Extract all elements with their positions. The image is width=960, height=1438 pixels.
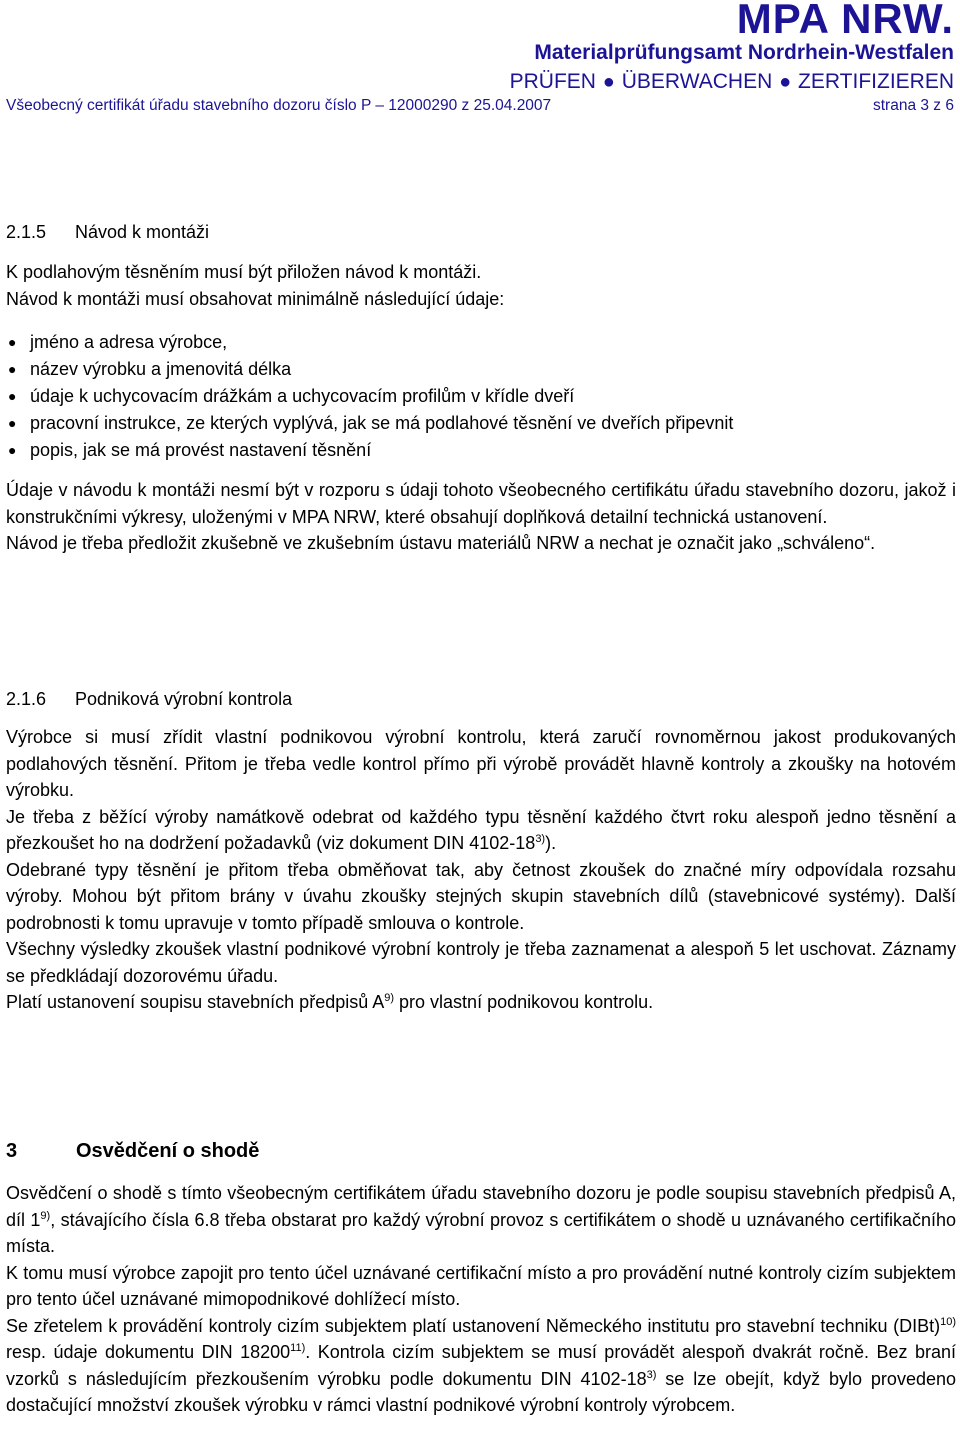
bullet-icon: ● (8, 415, 17, 431)
footnote-ref: 11) (290, 1342, 306, 1354)
footnote-ref: 3) (535, 833, 546, 845)
section-heading-2-1-5 (6, 219, 209, 245)
section-number: 2.1.5 (6, 222, 47, 242)
section-heading-3 (6, 1138, 259, 1164)
section-heading-2-1-6 (6, 686, 292, 712)
section-3-body (6, 1180, 956, 1419)
section-2-1-6-body (6, 724, 956, 1016)
bullet-icon: ● (8, 334, 17, 350)
list-item: ● název výrobku a jmenovitá délka (6, 356, 956, 383)
bullet-separator-icon: ● (602, 71, 615, 93)
bullet-icon: ● (8, 388, 17, 404)
list-item: ● údaje k uchycovacím drážkám a uchycovacím profilům v křídle dveří (6, 383, 956, 410)
paragraph: Všechny výsledky zkoušek vlastní podnikové výrobní kontroly je třeba zaznamenat a alespoň 5 let uschovat. Záznamy se předkládají dozorovému úřadu. (6, 939, 956, 986)
footnote-ref: 9) (384, 992, 395, 1004)
header-reference-line (6, 96, 954, 116)
paragraph: Se zřetelem k provádění kontroly cizím subjektem platí ustanovení Německého institutu pro stavební techniku (DIBt)$^{10)}$ resp. údaje dokumentu DIN 18200$^{11)}$. Kontrola cizím subjektem se musí provádět alespoň dvakrát ročně. Bez braní vzorků s následujícím přezkoušením výrobku podle dokumentu DIN 4102-18$^{3)}$ se lze obejít, když bylo provedeno dostačující množství zkoušek výrobku v rámci vlastní podnikové výrobní kontroly výrobcem. (6, 1315, 956, 1415)
section-title: Osvědčení o shodě (76, 1140, 260, 1162)
footnote-ref: 10) (940, 1315, 956, 1328)
section-2-1-5-intro (6, 259, 956, 312)
paragraph: Údaje v návodu k montáži nesmí být v rozporu s údaji tohoto všeobecného certifikátu úřadu stavebního dozoru, jakož i konstrukčními výkresy, uloženými v MPA NRW, které obsahují doplňková detailní technická ustanovení. (6, 480, 956, 527)
motto-item: ÜBERWACHEN (621, 70, 773, 93)
bullet-icon: ● (8, 361, 17, 377)
list-item: ● popis, jak se má provést nastavení těsnění (6, 437, 956, 464)
paragraph: Odebrané typy těsnění je přitom třeba obměňovat tak, aby četnost zkoušek do značné míry odpovídala rozsahu výroby. Mohou být přitom brány v úvahu zkoušky stejných skupin stavebních dílů (stavebnicové systémy). Další podrobnosti k tomu upravuje v tomto případě smlouva o kontrole. (6, 859, 956, 933)
page-number: strana 3 z 6 (873, 97, 954, 114)
paragraph: Návod k montáži musí obsahovat minimálně následující údaje: (6, 288, 505, 309)
paragraph: K podlahovým těsněním musí být přiložen návod k montáži. (6, 262, 482, 282)
bullet-icon: ● (8, 442, 17, 458)
organization-motto (0, 69, 954, 95)
paragraph: Výrobce si musí zřídit vlastní podnikovou výrobní kontrolu, která zaručí rovnoměrnou jakost produkovaných podlahových těsnění. Přitom je třeba vedle kontrol přímo při výrobě provádět hlavně kontroly a zkoušky na hotovém výrobku. (6, 727, 956, 800)
organization-name: Materialprüfungsamt Nordrhein-Westfalen (534, 41, 954, 64)
paragraph: Platí ustanovení soupisu stavebních předpisů $A^{9)}$ pro vlastní podnikovou kontrolu. (6, 992, 654, 1012)
paragraph: Návod je třeba předložit zkušebně ve zkušebním ústavu materiálů NRW a nechat je označit jako „schváleno“. (6, 533, 876, 553)
section-2-1-5-body (6, 477, 956, 557)
list-item: ● jméno a adresa výrobce, (6, 329, 956, 356)
paragraph: K tomu musí výrobce zapojit pro tento účel uznávané certifikační místo a pro provádění nutné kontroly cizím subjektem pro tento účel uznávané mimopodnikové dohlížecí místo. (6, 1262, 956, 1309)
mpa-logo: MPA NRW. (736, 0, 954, 42)
section-title: Návod k montáži (75, 222, 210, 242)
requirements-list (6, 329, 956, 464)
footnote-ref: 9) (40, 1209, 51, 1222)
list-item: ● pracovní instrukce, ze kterých vyplývá, jak se má podlahové těsnění ve dveřích připevnit (6, 410, 956, 437)
motto-item: ZERTIFIZIEREN (798, 70, 954, 93)
section-title: Podniková výrobní kontrola (75, 689, 293, 709)
certificate-reference: Všeobecný certifikát úřadu stavebního dozoru číslo P – 12000290 z 25.04.2007 (6, 97, 552, 114)
paragraph: Osvědčení o shodě s tímto všeobecným certifikátem úřadu stavebního dozoru je podle soupisu stavebních předpisů A, díl 1$^{9)}$, stávajícího čísla 6.8 třeba obstarat pro každý výrobní provoz s certifikátem o shodě u uznávaného certifikačního místa. (6, 1183, 956, 1256)
section-number: 3 (6, 1140, 18, 1162)
paragraph: Je třeba z běžící výroby namátkově odebrat od každého typu těsnění každého čtvrt roku alespoň jedno těsnění a přezkoušet ho na dodržení požadavků (viz dokument DIN 4102-18$^{3)}$). (6, 806, 956, 853)
section-number: 2.1.6 (6, 689, 47, 709)
motto-item: PRÜFEN (509, 70, 596, 93)
bullet-separator-icon: ● (779, 71, 792, 93)
footnote-ref: 3) (646, 1368, 657, 1381)
